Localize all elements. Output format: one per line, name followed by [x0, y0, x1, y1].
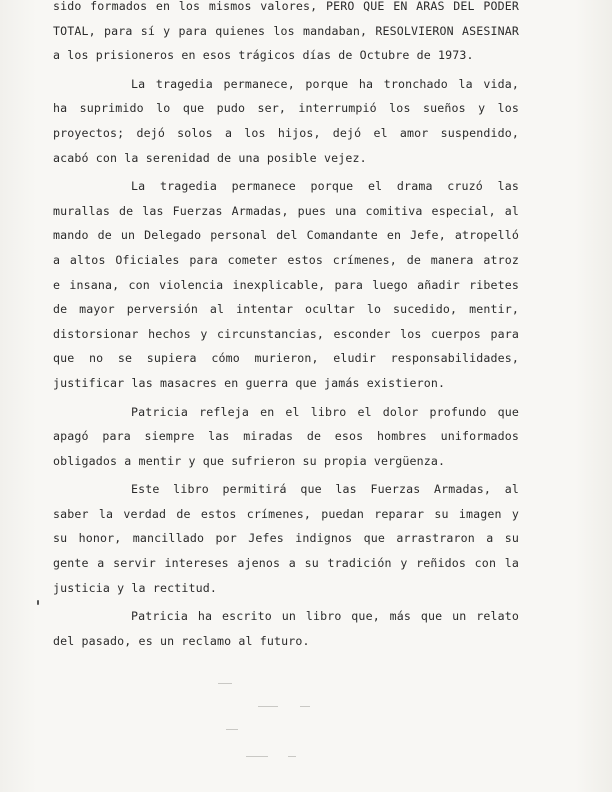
faint-dash	[300, 706, 310, 707]
text-line: a los prisioneros en esos trágicos días de Octubre de 1973.	[53, 48, 474, 63]
text-line: La tragedia permanece porque el drama cruzó las	[131, 179, 519, 194]
faint-dash	[246, 756, 268, 757]
document-page	[53, 0, 519, 653]
text-line: e insana, con violencia inexplicable, para luego añadir ribetes	[53, 277, 519, 292]
text-line: distorsionar hechos y circunstancias, esconder los cuerpos para	[53, 326, 519, 341]
text-line: su honor, mancillado por Jefes indignos que arrastraron a su	[53, 531, 519, 546]
text-line: La tragedia permanece, porque ha tronchado la vida,	[131, 76, 519, 91]
text-line: justificar las masacres en guerra que jamás existieron.	[53, 375, 446, 390]
text-line: murallas de las Fuerzas Armadas, pues una comitiva especial, al	[53, 203, 519, 218]
text-line: ha suprimido lo que pudo ser, interrumpió los sueños y los	[53, 101, 519, 116]
text-line: obligados a mentir y que sufrieron su propia vergüenza.	[53, 453, 446, 468]
text-line: de mayor perversión al intentar ocultar lo sucedido, mentir,	[53, 302, 519, 317]
faint-dash	[226, 729, 238, 730]
paragraph-2	[53, 72, 519, 170]
text-line: justicia y la rectitud.	[53, 580, 217, 595]
text-line: a altos Oficiales para cometer estos crímenes, de manera atroz	[53, 252, 519, 267]
text-line: que no se supiera cómo murieron, eludir responsabilidades,	[53, 351, 519, 366]
paragraph-3	[53, 174, 519, 395]
text-line: proyectos; dejó solos a los hijos, dejó el amor suspendido,	[53, 125, 519, 140]
paragraph-5	[53, 477, 519, 600]
text-line: Patricia ha escrito un libro que, más que un relato	[131, 609, 519, 624]
text-line: acabó con la serenidad de una posible vejez.	[53, 150, 367, 165]
text-line: mando de un Delegado personal del Comandante en Jefe, atropelló	[53, 228, 519, 243]
paragraph-6	[53, 604, 519, 653]
text-line: Patricia refleja en el libro el dolor profundo que	[131, 404, 519, 419]
faint-dash	[258, 706, 278, 707]
margin-mark	[37, 600, 39, 605]
faint-dash	[218, 683, 232, 684]
faint-dash	[288, 756, 296, 757]
paragraph-1	[53, 0, 519, 68]
text-line: del pasado, es un reclamo al futuro.	[53, 633, 310, 648]
text-line: sido formados en los mismos valores, PERO QUE EN ARAS DEL PODER	[53, 0, 519, 13]
text-line: Este libro permitirá que las Fuerzas Armadas, al	[131, 482, 519, 497]
paragraph-4	[53, 400, 519, 474]
text-line: saber la verdad de estos crímenes, puedan reparar su imagen y	[53, 506, 519, 521]
text-line: TOTAL, para sí y para quienes los mandaban, RESOLVIERON ASESINAR	[53, 23, 519, 38]
text-line: apagó para siempre las miradas de esos hombres uniformados	[53, 429, 519, 444]
text-line: gente a servir intereses ajenos a su tradición y reñidos con la	[53, 556, 519, 571]
